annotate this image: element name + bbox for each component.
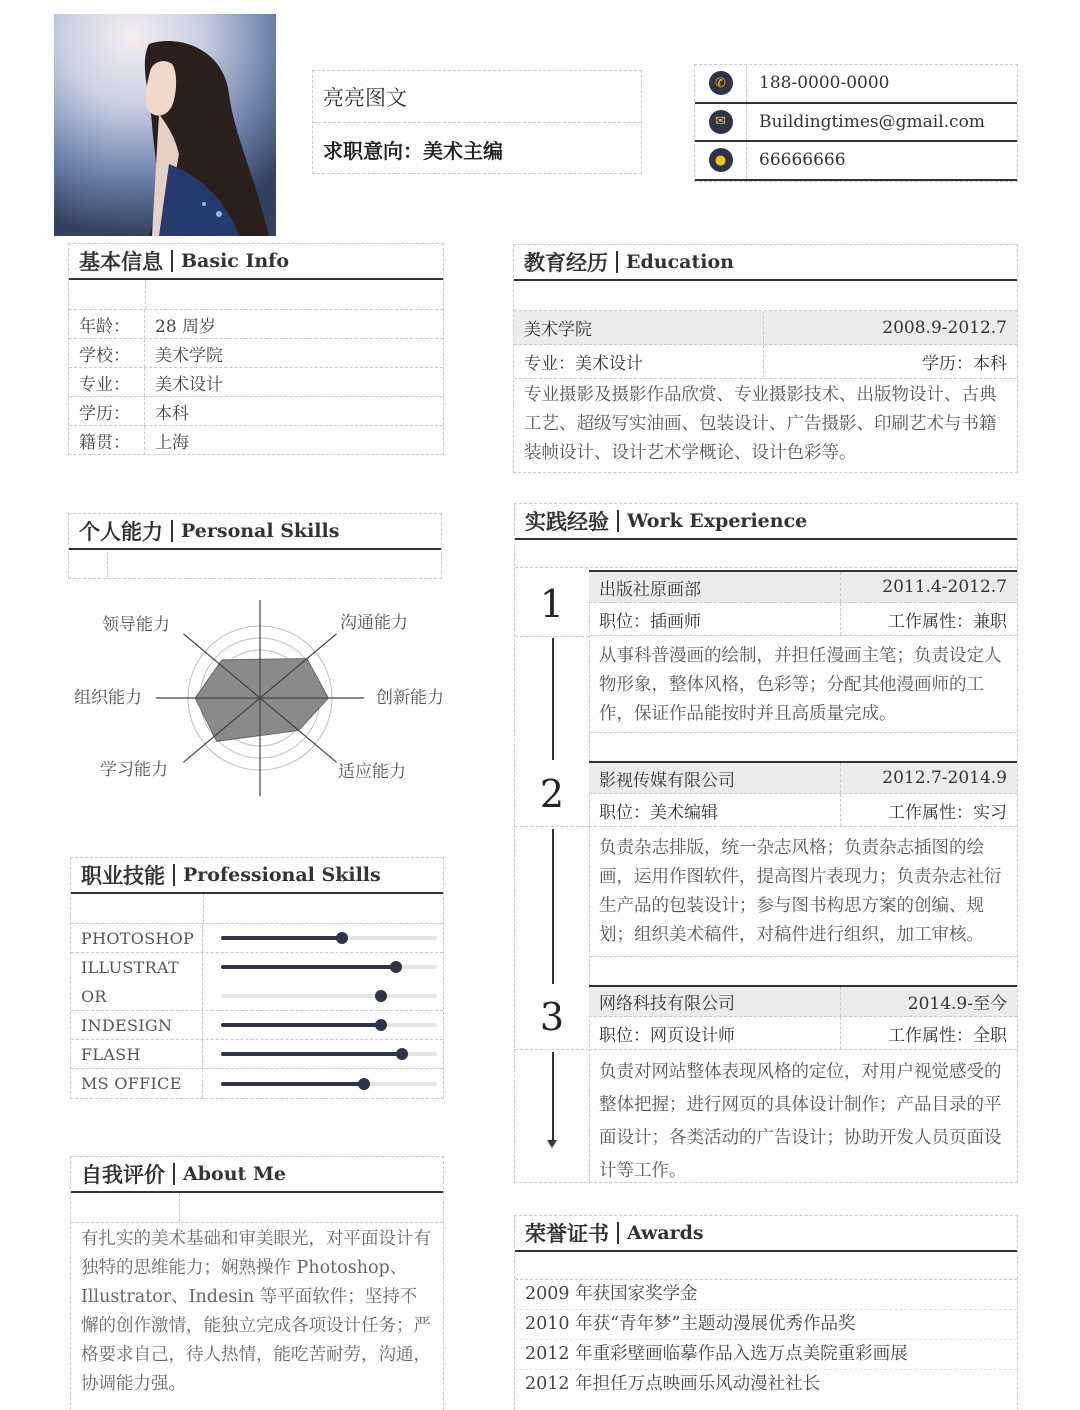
section-header [71, 1157, 443, 1193]
radar-chart [60, 590, 460, 810]
radar-label: 适应能力 [338, 762, 406, 782]
section-title-cn: 自我评价 [81, 1162, 165, 1187]
info-row [69, 310, 443, 339]
info-key: 年龄： [69, 310, 145, 338]
section-title-en: Basic Info [181, 250, 290, 272]
skill-row [71, 1040, 443, 1069]
section-title-cn: 个人能力 [79, 519, 163, 544]
radar-label: 创新能力 [376, 688, 444, 708]
radar-axes [156, 600, 364, 796]
job-number: 3 [539, 995, 565, 1039]
mail-icon: ✉ [709, 110, 733, 134]
section-title-cn: 基本信息 [79, 249, 163, 274]
section-title-cn: 实践经验 [525, 509, 609, 534]
job-type: 工作属性：实习 [888, 802, 1007, 823]
contact-phone-row [695, 65, 1017, 104]
job-header-row [589, 570, 1017, 603]
job-number: 2 [539, 772, 565, 816]
job-period: 2012.7-2014.9 [882, 768, 1007, 788]
education-major-row [514, 345, 1017, 379]
job-type: 工作属性：兼职 [888, 611, 1007, 632]
section-header [69, 244, 443, 280]
job-type: 工作属性：全职 [888, 1025, 1007, 1046]
job-company: 影视传媒有限公司 [589, 763, 841, 793]
job-meta-row [589, 603, 1017, 636]
info-key: 学历： [69, 397, 145, 425]
courses-text: 专业摄影及摄影作品欣赏、专业摄影技术、出版物设计、古典工艺、超级写实油画、包装设计、广告摄影、印刷艺术与书籍装帧设计、设计艺术学概论、设计色彩等。 [524, 385, 997, 463]
skill-bar [221, 1052, 437, 1056]
section-header [71, 858, 443, 894]
radar-label: 组织能力 [74, 688, 142, 708]
section-header [514, 245, 1017, 281]
info-row [69, 397, 443, 426]
job-company: 出版社原画部 [589, 572, 841, 602]
info-row [69, 426, 443, 455]
job-company: 网络科技有限公司 [589, 987, 841, 1016]
timeline-line [552, 829, 554, 984]
study-period: 2008.9-2012.7 [882, 317, 1007, 338]
timeline-line [552, 638, 554, 760]
job-header-row [589, 761, 1017, 794]
info-row [69, 368, 443, 397]
section-header [515, 504, 1017, 540]
candidate-name: 亮亮图文 [313, 71, 641, 123]
info-value: 美术设计 [155, 374, 223, 395]
award-item: 2009 年获国家奖学金 [515, 1280, 1017, 1310]
section-title-en: About Me [183, 1163, 287, 1185]
section-title-en: Education [626, 251, 734, 273]
timeline-line [552, 1052, 554, 1144]
major: 专业：美术设计 [514, 345, 764, 378]
section-header [69, 514, 441, 550]
info-key: 籍贯： [69, 426, 145, 455]
skill-bar [221, 1082, 437, 1086]
info-key: 专业： [69, 368, 145, 396]
award-item: 2010 年获“青年梦”主题动漫展优秀作品奖 [515, 1310, 1017, 1340]
portrait-illustration [54, 14, 276, 236]
award-item: 2012 年重彩壁画临摹作品入选万点美院重彩画展 [515, 1340, 1017, 1370]
about-section [70, 1156, 444, 1410]
info-value: 上海 [155, 433, 189, 453]
job-position: 职位：美术编辑 [589, 794, 841, 826]
skill-row [71, 1069, 443, 1098]
job-meta-row [589, 1017, 1017, 1050]
skill-row [71, 1011, 443, 1040]
basic-info-section [68, 243, 444, 455]
personal-skills-section [68, 513, 442, 579]
skill-knob [396, 1048, 408, 1060]
degree: 学历：本科 [922, 354, 1007, 374]
skill-bar [221, 994, 437, 998]
section-title-en: Awards [627, 1222, 704, 1244]
contact-phone[interactable]: 188-0000-0000 [759, 73, 890, 94]
about-text: 有扎实的美术基础和审美眼光，对平面设计有独特的思维能力；娴熟操作 Photoshop、Illustrator、Indesin 等平面软件；坚持不懈的创作激情，能独立完成各项设计任务；严格要求自己，待人热情，能吃苦耐劳，沟通，协调能力强。 [81, 1229, 431, 1394]
info-key: 学校： [69, 339, 145, 367]
info-value: 28 周岁 [155, 316, 217, 337]
skill-bar [221, 965, 437, 969]
info-row [69, 339, 443, 368]
section-title-cn: 荣誉证书 [525, 1221, 609, 1246]
job-period: 2011.4-2012.7 [882, 577, 1007, 597]
skill-row [71, 924, 443, 953]
contact-qq-row [695, 142, 1017, 181]
radar-label: 领导能力 [102, 615, 170, 635]
skill-knob [390, 961, 402, 973]
section-title-en: Work Experience [627, 510, 808, 532]
radar-label: 沟通能力 [340, 613, 408, 633]
skill-knob [336, 932, 348, 944]
skill-knob [375, 1019, 387, 1031]
education-school-row [514, 311, 1017, 345]
job-description: 负责杂志排版，统一杂志风格；负责杂志插图的绘画，运用作图软件，提高图片表现力；负责杂志社衍生产品的包装设计；参与图书构思方案的创编、规划；组织美术稿件，对稿件进行组织，加工审核。 [599, 838, 1002, 945]
contact-email[interactable]: Buildingtimes@gmail.com [759, 111, 985, 132]
professional-skills-section [70, 857, 444, 1099]
skill-knob [358, 1078, 370, 1090]
job-meta-row [589, 794, 1017, 827]
name-card [312, 70, 642, 174]
skill-name: INDESIGN [71, 1011, 203, 1039]
school-name: 美术学院 [514, 311, 764, 344]
job-description: 负责对网站整体表现风格的定位，对用户视觉感受的整体把握；进行网页的具体设计制作；产品目录的平面设计；各类活动的广告设计；协助开发人员页面设计等工作。 [599, 1062, 1002, 1181]
job-description: 从事科普漫画的绘制，并担任漫画主笔；负责设定人物形象，整体风格，色彩等；分配其他漫画师的工作，保证作品能按时并且高质量完成。 [599, 646, 1002, 724]
skill-knob [375, 990, 387, 1002]
skill-name: FLASH [71, 1040, 203, 1068]
job-period: 2014.9-至今 [907, 994, 1007, 1014]
skill-name: MS OFFICE [71, 1069, 203, 1098]
contact-qq[interactable]: 66666666 [759, 150, 846, 171]
info-value: 美术学院 [155, 345, 223, 366]
job-number: 1 [539, 582, 565, 626]
work-section [514, 503, 1018, 1183]
skill-bar [221, 1023, 437, 1027]
awards-section [514, 1215, 1018, 1410]
section-title-cn: 教育经历 [524, 250, 608, 275]
education-section [513, 244, 1018, 473]
award-item: 2012 年担任万点映画乐风动漫社社长 [525, 1374, 821, 1394]
contact-email-row [695, 104, 1017, 143]
radar-label: 学习能力 [100, 760, 168, 780]
section-title-cn: 职业技能 [81, 863, 165, 888]
timeline-arrow-icon [547, 1140, 557, 1148]
info-value: 本科 [155, 403, 189, 424]
job-objective: 求职意向：美术主编 [323, 138, 503, 163]
awards-list [515, 1280, 1017, 1399]
phone-icon: ✆ [709, 71, 733, 95]
job-position: 职位：网页设计师 [589, 1017, 841, 1049]
section-title-en: Professional Skills [183, 864, 381, 886]
job-header-row [589, 985, 1017, 1017]
job-position: 职位：插画师 [589, 603, 841, 635]
skill-row [71, 953, 443, 1011]
section-title-en: Personal Skills [181, 520, 340, 542]
contact-card [694, 64, 1018, 182]
skill-name: ILLUSTRAT OR [71, 953, 203, 1010]
profile-photo [54, 14, 276, 236]
qq-icon: ● [709, 148, 733, 172]
skill-bar [221, 936, 437, 940]
section-header [515, 1216, 1017, 1252]
skill-name: PHOTOSHOP [71, 924, 203, 952]
